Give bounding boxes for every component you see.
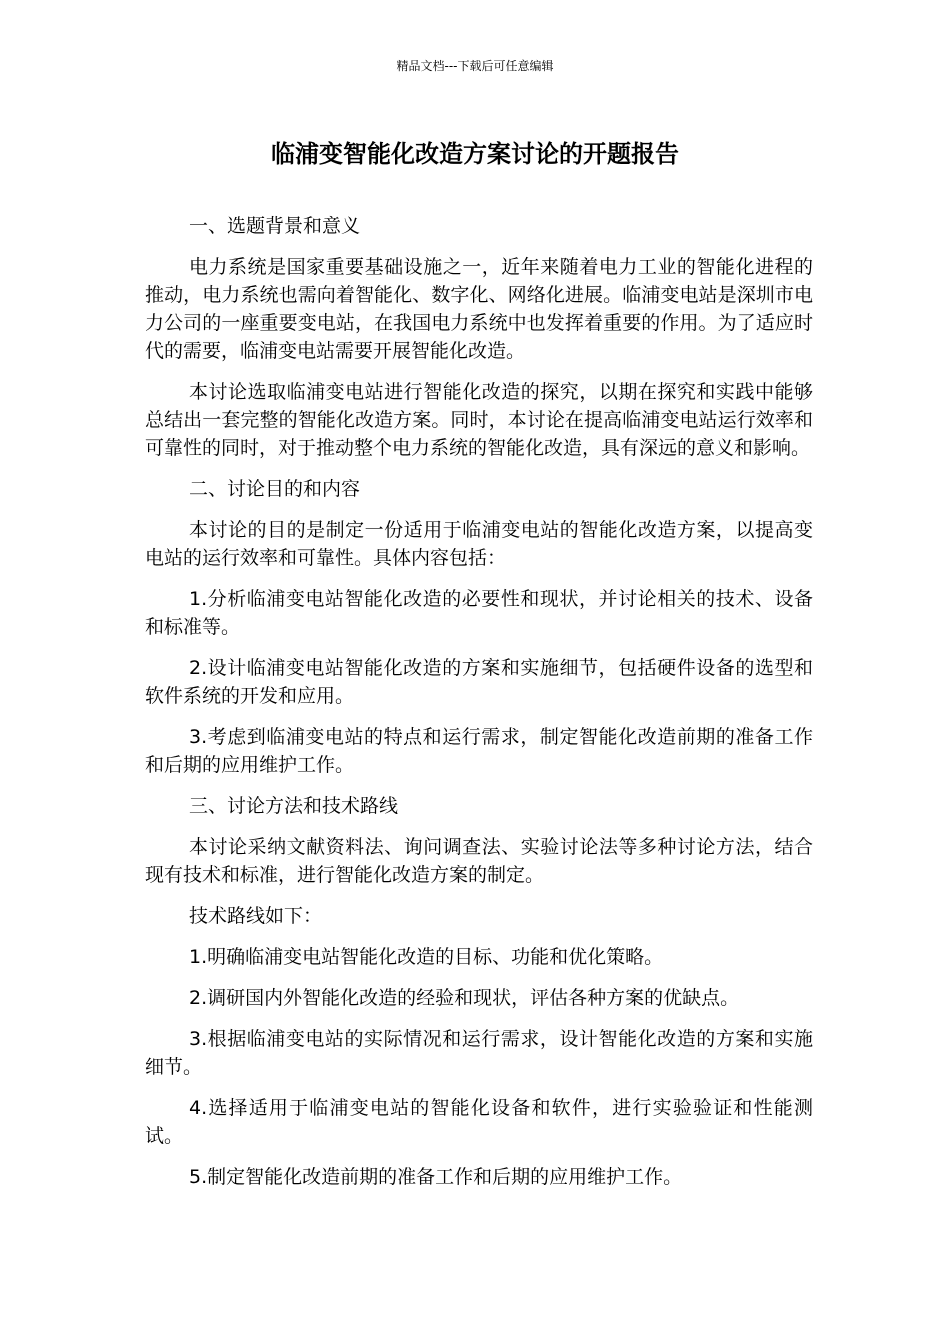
paragraph: 本讨论选取临浦变电站进行智能化改造的探究，以期在探究和实践中能够总结出一套完整的智能化改造方案。同时，本讨论在提高临浦变电站运行效率和可靠性的同时，对于推动整个电力系统的智能化改造，具有深远的意义和影响。	[145, 381, 813, 459]
list-item: 1.分析临浦变电站智能化改造的必要性和现状，并讨论相关的技术、设备和标准等。	[145, 588, 813, 638]
list-item: 1.明确临浦变电站智能化改造的目标、功能和优化策略。	[189, 946, 664, 968]
paragraph: 本讨论的目的是制定一份适用于临浦变电站的智能化改造方案，以提高变电站的运行效率和可靠性。具体内容包括：	[145, 519, 813, 569]
paragraph: 本讨论采纳文献资料法、询问调查法、实验讨论法等多种讨论方法，结合现有技术和标准，进行智能化改造方案的制定。	[145, 836, 813, 886]
list-item: 2.调研国内外智能化改造的经验和现状，评估各种方案的优缺点。	[189, 987, 740, 1009]
list-item: 3.考虑到临浦变电站的特点和运行需求，制定智能化改造前期的准备工作和后期的应用维护工作。	[145, 726, 813, 776]
section-heading-methods: 三、讨论方法和技术路线	[189, 795, 399, 817]
list-item: 4.选择适用于临浦变电站的智能化设备和软件，进行实验验证和性能测试。	[145, 1097, 813, 1147]
list-item: 5.制定智能化改造前期的准备工作和后期的应用维护工作。	[189, 1166, 683, 1188]
section-heading-purpose: 二、讨论目的和内容	[189, 478, 361, 500]
paragraph: 技术路线如下：	[189, 905, 323, 927]
page-header: 精品文档---下载后可任意编辑	[396, 59, 554, 73]
list-item: 3.根据临浦变电站的实际情况和运行需求，设计智能化改造的方案和实施细节。	[145, 1028, 813, 1078]
list-item: 2.设计临浦变电站智能化改造的方案和实施细节，包括硬件设备的选型和软件系统的开发和应用。	[145, 657, 813, 707]
paragraph: 电力系统是国家重要基础设施之一，近年来随着电力工业的智能化进程的推动，电力系统也需向着智能化、数字化、网络化进展。临浦变电站是深圳市电力公司的一座重要变电站，在我国电力系统中也发挥着重要的作用。为了适应时代的需要，临浦变电站需要开展智能化改造。	[145, 256, 813, 362]
section-heading-background: 一、选题背景和意义	[189, 215, 361, 237]
document-body	[145, 212, 813, 1204]
document-title: 临浦变智能化改造方案讨论的开题报告	[271, 140, 679, 168]
